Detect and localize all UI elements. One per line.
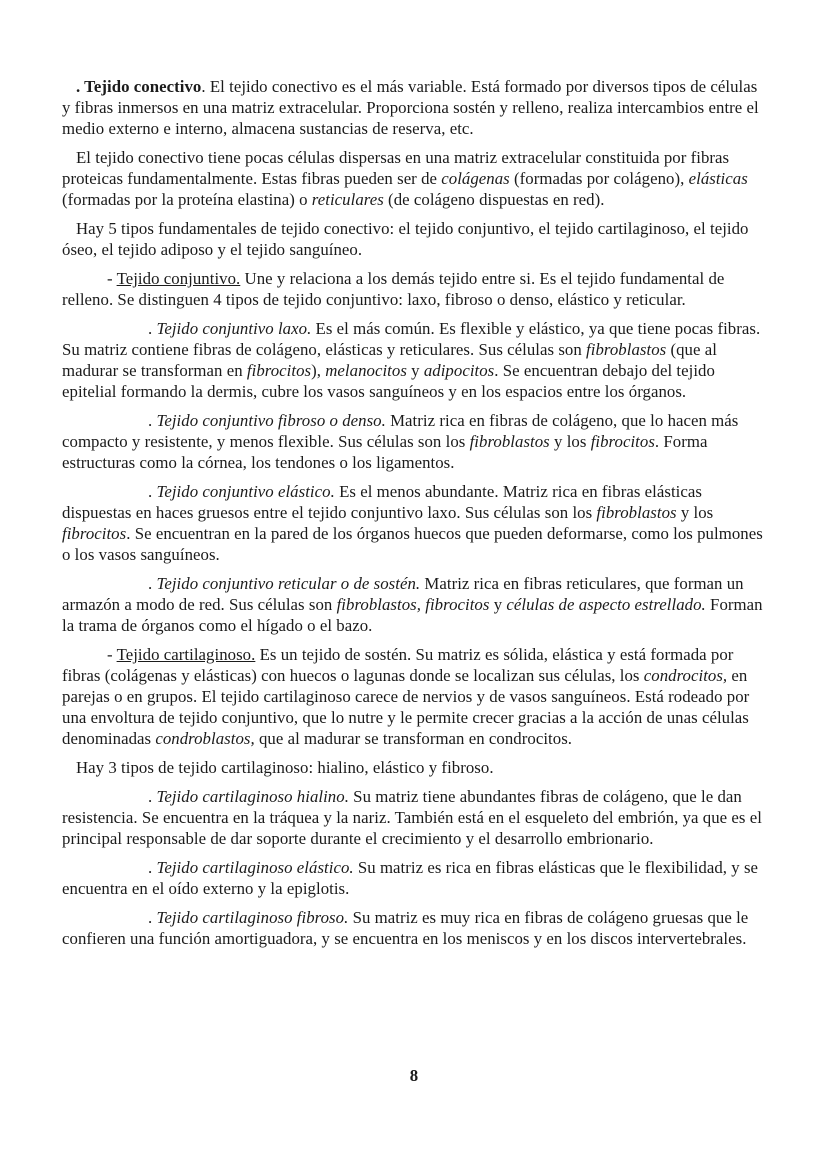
text-segment: (formadas por la proteína elastina) o (62, 190, 312, 209)
text-segment: Es el más común. Es flexible y elástico, ya que tiene pocas fibras. Su matriz contiene fibras de colágeno, elásticas y reticulares. Sus células son (62, 319, 761, 359)
text-segment: fibroblastos (469, 432, 550, 451)
paragraph (62, 76, 764, 139)
paragraph (62, 147, 764, 210)
text-segment: Su matriz es muy rica en fibras de colágeno gruesas que le confieren una función amortiguadora, y se encuentra en los meniscos y en los discos intervertebrales. (62, 908, 749, 948)
text-segment: que al madurar se transforman en condrocitos. (254, 729, 573, 748)
text-segment: en parejas o en grupos. El tejido cartilaginoso carece de nervios y de vasos sanguíneos. Está rodeado por una envoltura de tejido conjuntivo, que lo nutre y le permite crecer gracias a la acción de unas células denominadas (62, 666, 750, 748)
text-segment: . (148, 908, 157, 927)
text-segment: reticulares (311, 190, 384, 209)
text-segment: adipocitos (423, 361, 495, 380)
paragraph (62, 573, 764, 636)
text-segment: Tejido conjuntivo. (116, 269, 241, 288)
text-segment: y (406, 361, 424, 380)
text-segment: Es un tejido de sostén. Su matriz es sólida, elástica y está formada por fibras (colágenas y elásticas) con huecos o lagunas donde se localizan sus células, los (62, 645, 734, 685)
text-segment: células de aspecto estrellado. (506, 595, 706, 614)
text-segment: - (107, 645, 117, 664)
text-segment: El tejido conectivo tiene pocas células dispersas en una matriz extracelular constituida por fibras proteicas fundamentalmente. Estas fibras pueden ser de (62, 148, 730, 188)
text-segment: . (148, 787, 157, 806)
text-segment: fibrocitos (590, 432, 655, 451)
text-segment: condrocitos, (643, 666, 728, 685)
paragraph (62, 410, 764, 473)
text-segment: . Se encuentran debajo del tejido epitelial formando la dermis, cubre los vasos sanguíneos y en los espacios entre los órganos. (62, 361, 715, 401)
text-segment: . (148, 411, 157, 430)
text-segment: Tejido cartilaginoso fibroso. (156, 908, 349, 927)
text-segment: fibroblastos, fibrocitos (336, 595, 490, 614)
text-segment: (que al madurar se transforman en (62, 340, 717, 380)
paragraph (62, 857, 764, 899)
text-segment: . El tejido conectivo es el más variable. Está formado por diversos tipos de células y fibras inmersos en una matriz extracelular. Proporciona sostén y relleno, realiza intercambios entre el medio externo e interno, almacena sustancias de reserva, etc. (62, 77, 759, 138)
text-segment: . Forma estructuras como la córnea, los tendones o los ligamentos. (62, 432, 708, 472)
text-segment: Hay 5 tipos fundamentales de tejido conectivo: el tejido conjuntivo, el tejido cartilaginoso, el tejido óseo, el tejido adiposo y el tejido sanguíneo. (62, 219, 749, 259)
text-segment: melanocitos (325, 361, 407, 380)
text-segment: fibrocitos (62, 524, 127, 543)
text-segment: Tejido conjuntivo reticular o de sostén. (156, 574, 421, 593)
text-segment: y los (676, 503, 714, 522)
text-segment: y los (549, 432, 591, 451)
page-number: 8 (409, 1066, 419, 1085)
text-segment: . (148, 319, 157, 338)
text-segment: elásticas (688, 169, 748, 188)
text-segment: Tejido conjuntivo laxo. (156, 319, 312, 338)
paragraph (62, 318, 764, 402)
text-segment: Es el menos abundante. Matriz rica en fibras elásticas dispuestas en haces gruesos entre el tejido conjuntivo laxo. Sus células son los (62, 482, 702, 522)
text-segment: fibroblastos (586, 340, 667, 359)
text-segment: fibrocitos (246, 361, 312, 380)
text-segment: - (107, 269, 117, 288)
text-segment: Su matriz es rica en fibras elásticas que le flexibilidad, y se encuentra en el oído externo y la epiglotis. (62, 858, 759, 898)
text-segment: . Se encuentran en la pared de los órganos huecos que pueden deformarse, como los pulmones o los vasos sanguíneos. (62, 524, 763, 564)
text-segment: Tejido conjuntivo elástico. (156, 482, 335, 501)
text-segment: . (148, 858, 157, 877)
text-segment: ), (311, 361, 326, 380)
text-segment: colágenas (441, 169, 510, 188)
paragraph (62, 644, 764, 749)
text-segment: (formadas por colágeno), (509, 169, 689, 188)
text-segment: Tejido cartilaginoso hialino. (156, 787, 349, 806)
text-segment: . Tejido conectivo (76, 77, 202, 96)
paragraph (62, 786, 764, 849)
text-segment: . (148, 574, 157, 593)
paragraph (62, 757, 764, 778)
paragraph (62, 907, 764, 949)
text-segment: Tejido cartilaginoso. (116, 645, 256, 664)
document-body (62, 76, 764, 957)
text-segment: Tejido conjuntivo fibroso o denso. (156, 411, 386, 430)
text-segment: Matriz rica en fibras de colágeno, que lo hacen más compacto y resistente, y menos flexible. Sus células son los (62, 411, 739, 451)
paragraph (62, 481, 764, 565)
paragraph (62, 268, 764, 310)
text-segment: Tejido cartilaginoso elástico. (156, 858, 354, 877)
text-segment: fibroblastos (596, 503, 677, 522)
text-segment: Su matriz tiene abundantes fibras de colágeno, que le dan resistencia. Se encuentra en la tráquea y la nariz. También está en el esqueleto del embrión, ya que es el principal responsable de dar soporte durante el crecimiento y el desarrollo embrionario. (62, 787, 762, 848)
text-segment: (de colágeno dispuestas en red). (383, 190, 605, 209)
text-segment: . (148, 482, 157, 501)
text-segment: Hay 3 tipos de tejido cartilaginoso: hialino, elástico y fibroso. (76, 758, 494, 777)
paragraph (62, 218, 764, 260)
text-segment: y (489, 595, 507, 614)
text-segment: Matriz rica en fibras reticulares, que forman un armazón a modo de red. Sus células son (62, 574, 744, 614)
text-segment: condroblastos, (155, 729, 255, 748)
text-segment: Une y relaciona a los demás tejido entre si. Es el tejido fundamental de relleno. Se distinguen 4 tipos de tejido conjuntivo: laxo, fibroso o denso, elástico y reticular. (62, 269, 725, 309)
text-segment: Forman la trama de órganos como el hígado o el bazo. (62, 595, 763, 635)
